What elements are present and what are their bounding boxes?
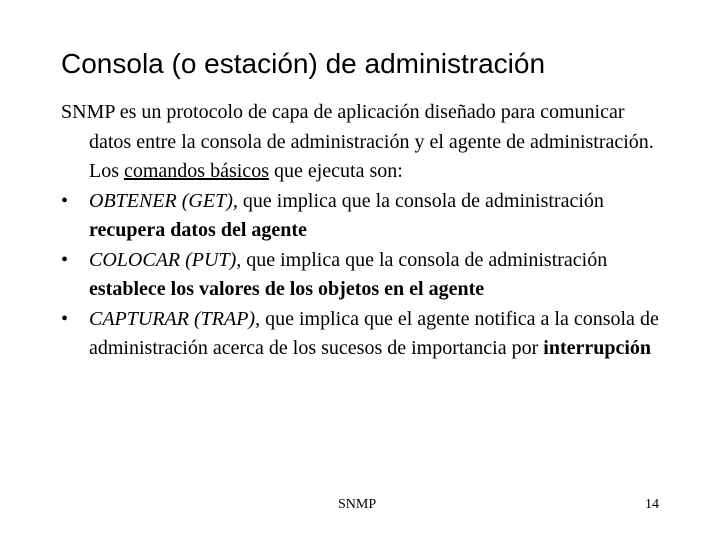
intro-underlined-text: comandos básicos [124,160,269,182]
bullet-command: OBTENER (GET), [89,189,238,212]
bullet-text: que implica que la consola de administración [237,189,604,212]
slide-title: Consola (o estación) de administración [61,48,546,79]
bullet-item-put [61,246,661,305]
intro-text-before: SNMP es un protocolo de capa de aplicación diseñado para comunicar datos entre la consola de administración y el agente de administración. Los [61,101,654,182]
bullet-command: CAPTURAR (TRAP), [89,307,261,330]
bullet-bold-text: interrupción [543,337,652,359]
bullet-item-trap [61,305,661,364]
bullet-command: COLOCAR (PUT), [89,248,242,271]
bullet-dot: • [61,189,69,212]
bullet-item-get [61,187,661,246]
bullet-dot: • [61,248,69,271]
bullet-bold-text: recupera datos del agente [89,219,307,241]
footer-label: SNMP [338,497,377,512]
bullet-text: que implica que la consola de administración [241,248,608,271]
intro-paragraph [61,98,661,187]
bullet-dot: • [61,307,69,330]
bullet-bold-text: establece los valores de los objetos en el agente [89,278,485,300]
bullet-text: que implica que el agente notifica a la consola de administración acerca de los sucesos de importancia por [89,307,659,359]
page-number: 14 [645,497,659,512]
intro-text-after: que ejecuta son: [268,160,403,182]
slide-body [61,98,661,364]
